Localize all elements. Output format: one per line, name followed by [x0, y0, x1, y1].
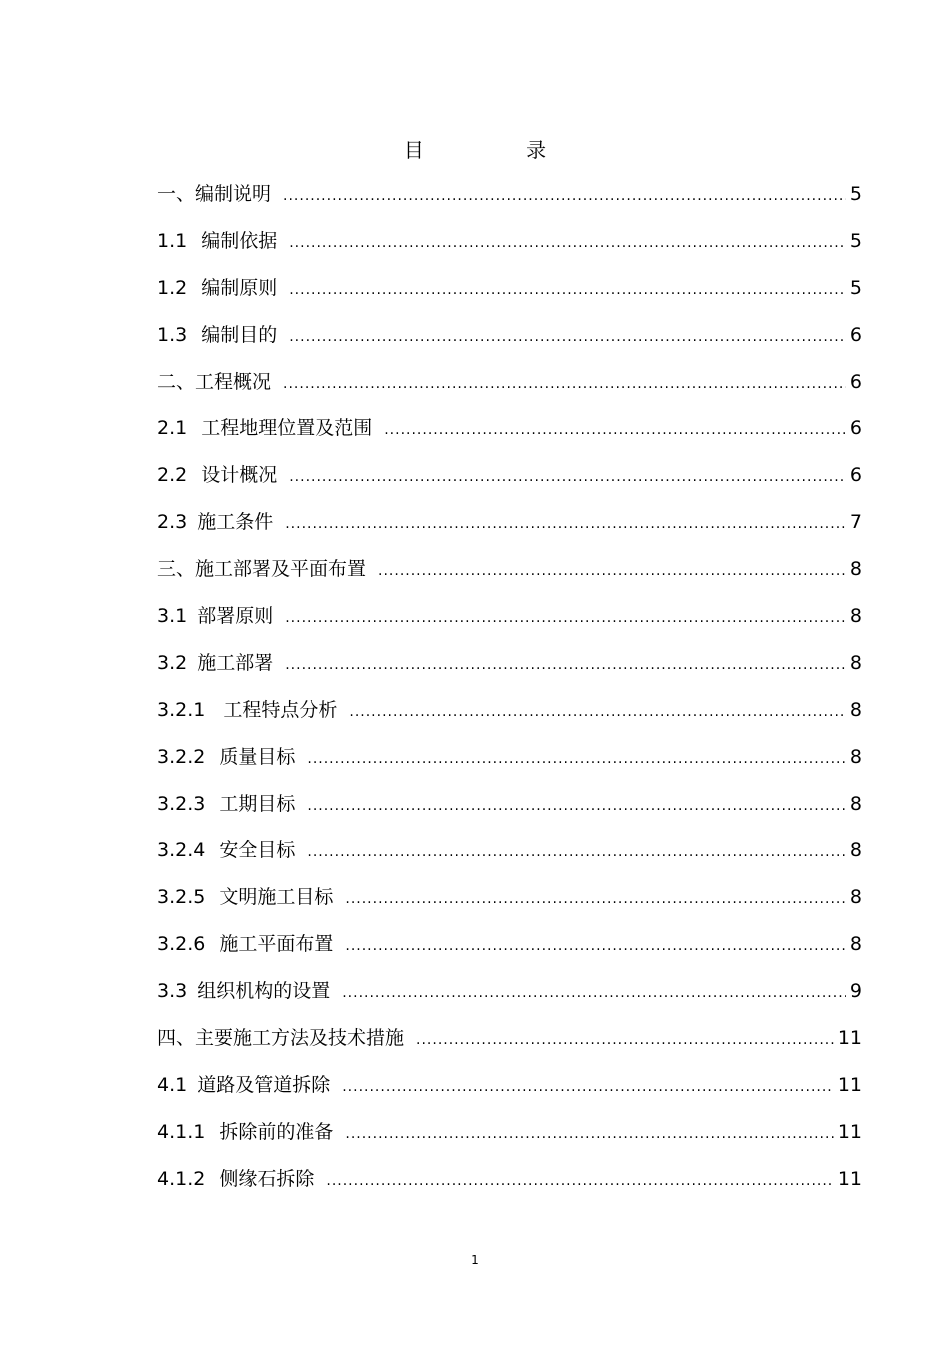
toc-entry[interactable] — [157, 174, 862, 221]
toc-entry-page: 6 — [849, 417, 862, 440]
toc-entry-text: 工期目标 — [219, 792, 296, 815]
toc-entry-number: 3.2.6 — [157, 933, 206, 956]
toc-entry-number: 3.2.2 — [157, 745, 206, 768]
toc-entry-page: 8 — [849, 886, 862, 909]
toc-entry-number: 3.1 — [157, 605, 188, 628]
toc-entry-number: 1.2 — [157, 276, 188, 299]
toc-entry-text: 施工条件 — [197, 511, 274, 534]
toc-entry-number: 2.3 — [157, 511, 188, 534]
toc-entry-page: 8 — [849, 745, 862, 768]
toc-entry[interactable] — [157, 362, 862, 409]
toc-leader-dots — [307, 786, 846, 826]
toc-entry-number: 2.1 — [157, 417, 188, 440]
toc-leader-dots — [307, 739, 846, 779]
toc-entry-page: 9 — [849, 980, 862, 1003]
toc-leader-dots — [416, 1020, 834, 1060]
toc-entry-number: 4.1.1 — [157, 1120, 206, 1143]
toc-entry-page: 8 — [849, 605, 862, 628]
toc-entry-number: 3.2 — [157, 651, 188, 674]
toc-entry-page: 6 — [849, 370, 862, 393]
toc-entry[interactable] — [157, 502, 862, 549]
toc-entry[interactable] — [157, 877, 862, 924]
toc-entry[interactable] — [157, 1112, 862, 1159]
toc-entry-number: 3.2.3 — [157, 792, 206, 815]
toc-entry-page: 11 — [837, 1027, 862, 1050]
toc-entry[interactable] — [157, 268, 862, 315]
toc-leader-dots — [349, 692, 846, 732]
toc-leader-dots — [285, 598, 846, 638]
toc-entry[interactable] — [157, 1018, 862, 1065]
toc-entry-text: 质量目标 — [219, 745, 296, 768]
toc-entry-text: 道路及管道拆除 — [197, 1073, 331, 1096]
toc-entry[interactable] — [157, 1065, 862, 1112]
toc-entry-text: 部署原则 — [197, 605, 274, 628]
toc-entry-text: 安全目标 — [219, 839, 296, 862]
toc-entry-number: 1.3 — [157, 323, 188, 346]
toc-leader-dots — [342, 973, 846, 1013]
toc-entry[interactable] — [157, 455, 862, 502]
toc-entry-page: 6 — [849, 464, 862, 487]
toc-entry[interactable] — [157, 830, 862, 877]
toc-entry-number: 4.1.2 — [157, 1167, 206, 1190]
toc-entry[interactable] — [157, 643, 862, 690]
toc-title: 目 录 — [403, 138, 595, 162]
toc-entry-page: 8 — [849, 839, 862, 862]
toc-entry-text: 工程地理位置及范围 — [201, 417, 373, 440]
toc-leader-dots — [285, 504, 846, 544]
toc-list — [157, 174, 862, 1206]
toc-entry-text: 编制依据 — [201, 229, 278, 252]
toc-entry-text: 拆除前的准备 — [219, 1120, 334, 1143]
toc-leader-dots — [345, 879, 846, 919]
toc-leader-dots — [378, 551, 846, 591]
toc-entry-page: 11 — [837, 1073, 862, 1096]
toc-entry-text: 四、主要施工方法及技术措施 — [157, 1027, 405, 1050]
toc-entry[interactable] — [157, 737, 862, 784]
toc-entry-page: 8 — [849, 651, 862, 674]
toc-entry-page: 6 — [849, 323, 862, 346]
toc-entry[interactable] — [157, 221, 862, 268]
toc-entry-page: 11 — [837, 1120, 862, 1143]
toc-entry[interactable] — [157, 408, 862, 455]
toc-entry-number: 1.1 — [157, 229, 188, 252]
toc-entry-page: 5 — [849, 276, 862, 299]
toc-entry[interactable] — [157, 1159, 862, 1206]
toc-entry-number: 3.2.4 — [157, 839, 206, 862]
toc-entry-page: 5 — [849, 183, 862, 205]
toc-entry-text: 施工平面布置 — [219, 933, 334, 956]
toc-leader-dots — [345, 926, 846, 966]
toc-entry-text: 二、工程概况 — [157, 370, 272, 393]
toc-leader-dots — [345, 1114, 833, 1154]
toc-entry-text: 工程特点分析 — [223, 698, 338, 721]
toc-leader-dots — [384, 410, 846, 450]
toc-entry-page: 8 — [849, 558, 862, 581]
toc-entry-text: 设计概况 — [201, 464, 278, 487]
toc-leader-dots — [289, 223, 846, 263]
toc-entry-text: 组织机构的设置 — [197, 980, 331, 1003]
toc-entry-page: 8 — [849, 792, 862, 815]
toc-entry-text: 编制原则 — [201, 276, 278, 299]
toc-entry[interactable] — [157, 596, 862, 643]
toc-entry[interactable] — [157, 971, 862, 1018]
toc-entry-number: 4.1 — [157, 1073, 188, 1096]
toc-entry-text: 文明施工目标 — [219, 886, 334, 909]
toc-entry-text: 一、编制说明 — [157, 183, 272, 205]
toc-entry[interactable] — [157, 924, 862, 971]
page-number: 1 — [471, 1253, 479, 1267]
toc-entry-number: 2.2 — [157, 464, 188, 487]
toc-leader-dots — [307, 832, 846, 872]
toc-entry-page: 5 — [849, 229, 862, 252]
toc-leader-dots — [326, 1161, 833, 1201]
toc-leader-dots — [342, 1067, 834, 1107]
toc-entry-number: 3.2.5 — [157, 886, 206, 909]
toc-entry-page: 8 — [849, 933, 862, 956]
toc-leader-dots — [289, 317, 846, 357]
toc-entry[interactable] — [157, 315, 862, 362]
toc-leader-dots — [285, 645, 846, 685]
toc-leader-dots — [289, 457, 846, 497]
toc-entry[interactable] — [157, 690, 862, 737]
toc-entry-text: 施工部署 — [197, 651, 274, 674]
toc-entry-text: 编制目的 — [201, 323, 278, 346]
toc-entry-number: 3.2.1 — [157, 698, 206, 721]
toc-entry-text: 侧缘石拆除 — [219, 1167, 315, 1190]
toc-entry-page: 8 — [849, 698, 862, 721]
toc-entry-page: 11 — [837, 1167, 862, 1190]
toc-leader-dots — [283, 176, 846, 216]
toc-entry-text: 三、施工部署及平面布置 — [157, 558, 367, 581]
toc-entry[interactable] — [157, 784, 862, 831]
toc-entry[interactable] — [157, 549, 862, 596]
toc-leader-dots — [283, 364, 846, 404]
toc-entry-number: 3.3 — [157, 980, 188, 1003]
toc-leader-dots — [289, 270, 846, 310]
toc-entry-page: 7 — [849, 511, 862, 534]
